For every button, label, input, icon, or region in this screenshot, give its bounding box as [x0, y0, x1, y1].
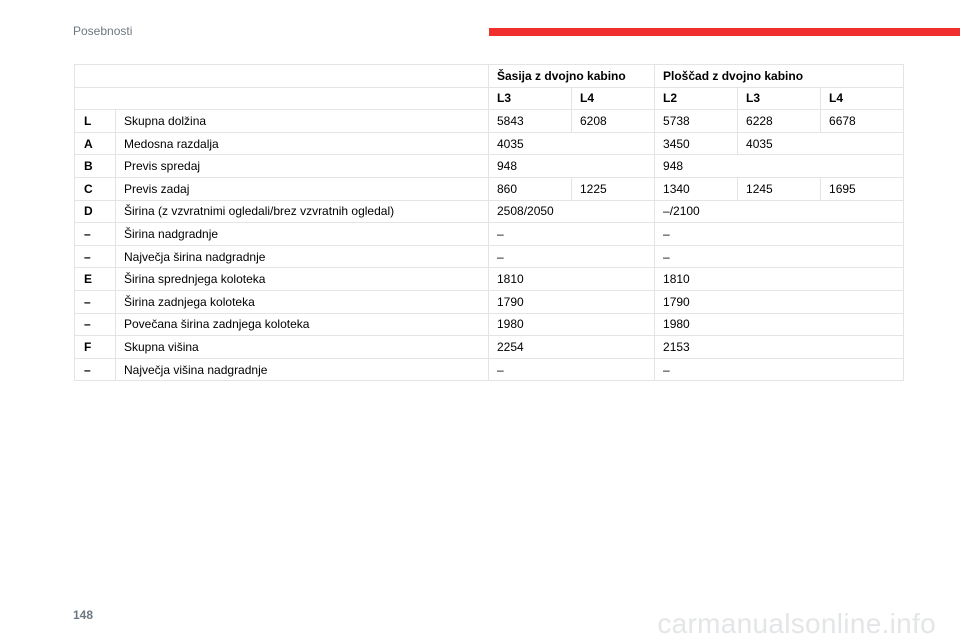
row-label: Širina nadgradnje	[116, 223, 489, 246]
table-row	[75, 358, 904, 381]
row-label: Skupna dolžina	[116, 110, 489, 133]
value-cell: 4035	[738, 132, 904, 155]
sub-header-cell: L4	[821, 87, 904, 110]
value-cell: –	[489, 358, 655, 381]
table-row	[75, 268, 904, 291]
row-key: –	[75, 223, 116, 246]
row-key: F	[75, 336, 116, 359]
row-key: E	[75, 268, 116, 291]
row-label: Previs spredaj	[116, 155, 489, 178]
table-row	[75, 177, 904, 200]
value-cell: –	[489, 245, 655, 268]
value-cell: 1695	[821, 177, 904, 200]
table-row	[75, 313, 904, 336]
value-cell: 1790	[655, 290, 904, 313]
watermark: carmanualsonline.info	[657, 608, 936, 639]
row-key: –	[75, 290, 116, 313]
value-cell: 1340	[655, 177, 738, 200]
table-group-header-row	[75, 65, 904, 88]
row-label: Največja širina nadgradnje	[116, 245, 489, 268]
value-cell: 1790	[489, 290, 655, 313]
value-cell: 2254	[489, 336, 655, 359]
value-cell: 2508/2050	[489, 200, 655, 223]
header-accent-bar	[489, 28, 960, 36]
table-row	[75, 155, 904, 178]
row-label: Širina sprednjega koloteka	[116, 268, 489, 291]
value-cell: –	[655, 223, 904, 246]
value-cell: –	[655, 358, 904, 381]
empty-header-cell	[75, 87, 489, 110]
row-key: B	[75, 155, 116, 178]
value-cell: 860	[489, 177, 572, 200]
page-number: 148	[73, 608, 94, 622]
empty-header-cell	[75, 65, 489, 88]
row-label: Povečana širina zadnjega koloteka	[116, 313, 489, 336]
table-row	[75, 223, 904, 246]
row-label: Širina zadnjega koloteka	[116, 290, 489, 313]
value-cell: 1980	[655, 313, 904, 336]
row-key: L	[75, 110, 116, 133]
table-row	[75, 245, 904, 268]
row-key: –	[75, 313, 116, 336]
value-cell: 6678	[821, 110, 904, 133]
row-label: Največja višina nadgradnje	[116, 358, 489, 381]
table-row	[75, 200, 904, 223]
value-cell: –	[655, 245, 904, 268]
value-cell: –/2100	[655, 200, 904, 223]
value-cell: 2153	[655, 336, 904, 359]
sub-header-cell: L4	[572, 87, 655, 110]
value-cell: 1980	[489, 313, 655, 336]
row-key: C	[75, 177, 116, 200]
value-cell: 5843	[489, 110, 572, 133]
row-label: Medosna razdalja	[116, 132, 489, 155]
value-cell: 1810	[655, 268, 904, 291]
value-cell: 5738	[655, 110, 738, 133]
value-cell: 6208	[572, 110, 655, 133]
value-cell: 1225	[572, 177, 655, 200]
value-cell: 1245	[738, 177, 821, 200]
row-label: Skupna višina	[116, 336, 489, 359]
value-cell: 948	[655, 155, 904, 178]
value-cell: 4035	[489, 132, 655, 155]
group-header-cell: Šasija z dvojno kabino	[489, 65, 655, 88]
sub-header-cell: L3	[738, 87, 821, 110]
sub-header-cell: L2	[655, 87, 738, 110]
row-key: D	[75, 200, 116, 223]
table-sub-header-row	[75, 87, 904, 110]
dimensions-table	[74, 64, 904, 381]
value-cell: 1810	[489, 268, 655, 291]
value-cell: 6228	[738, 110, 821, 133]
value-cell: 948	[489, 155, 655, 178]
row-key: –	[75, 358, 116, 381]
section-title: Posebnosti	[73, 24, 133, 38]
row-key: –	[75, 245, 116, 268]
value-cell: 3450	[655, 132, 738, 155]
table-row	[75, 336, 904, 359]
row-label: Previs zadaj	[116, 177, 489, 200]
row-label: Širina (z vzvratnimi ogledali/brez vzvratnih ogledal)	[116, 200, 489, 223]
table-row	[75, 290, 904, 313]
row-key: A	[75, 132, 116, 155]
sub-header-cell: L3	[489, 87, 572, 110]
table-row	[75, 132, 904, 155]
value-cell: –	[489, 223, 655, 246]
table-row	[75, 110, 904, 133]
group-header-cell: Ploščad z dvojno kabino	[655, 65, 904, 88]
